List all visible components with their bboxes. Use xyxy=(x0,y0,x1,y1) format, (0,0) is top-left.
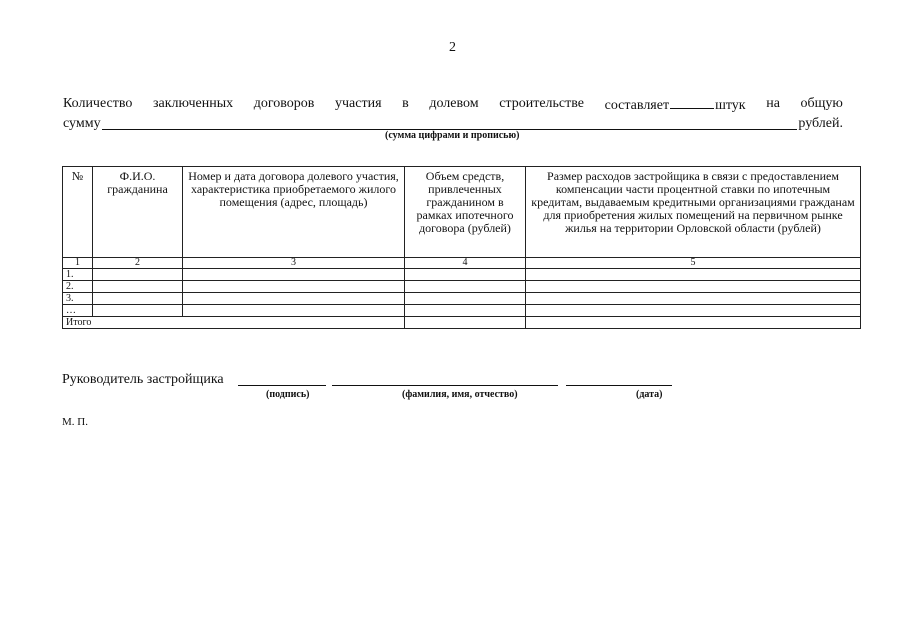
statement-word: штук xyxy=(715,98,746,113)
statement-word: долевом xyxy=(429,96,479,111)
table-row xyxy=(63,269,861,281)
signature-caption: (подпись) xyxy=(266,389,310,400)
row-number: 2. xyxy=(63,281,93,293)
signature-line[interactable] xyxy=(238,384,326,386)
row-number: … xyxy=(63,305,93,317)
table-cell[interactable] xyxy=(183,281,405,293)
table-cell[interactable] xyxy=(526,305,861,317)
contracts-count-statement xyxy=(63,95,843,133)
statement-word: заключенных xyxy=(153,96,234,111)
table-cell[interactable] xyxy=(183,269,405,281)
statement-word: договоров xyxy=(253,96,315,111)
column-number: 2 xyxy=(93,258,183,269)
sum-caption: (сумма цифрами и прописью) xyxy=(385,130,520,141)
column-number: 1 xyxy=(63,258,93,269)
row-number: 1. xyxy=(63,269,93,281)
total-row xyxy=(63,317,861,329)
table-cell[interactable] xyxy=(93,281,183,293)
statement-word: в xyxy=(402,96,409,111)
contracts-table xyxy=(62,166,861,329)
stamp-place: М. П. xyxy=(62,416,88,428)
date-line[interactable] xyxy=(566,384,672,386)
table-row xyxy=(63,281,861,293)
table-header-row xyxy=(63,167,861,258)
table-cell[interactable] xyxy=(526,281,861,293)
header-number: № xyxy=(63,167,93,258)
total-expenses-cell[interactable] xyxy=(526,317,861,329)
statement-word: участия xyxy=(334,96,382,111)
header-funds: Объем средств, привлеченных гражданином в рамках ипотечного договора (рублей) xyxy=(405,167,526,258)
statement-word: Количество xyxy=(63,96,133,111)
table-cell[interactable] xyxy=(93,305,183,317)
column-number: 3 xyxy=(183,258,405,269)
table-cell[interactable] xyxy=(526,269,861,281)
table-cell[interactable] xyxy=(93,293,183,305)
table-cell[interactable] xyxy=(183,305,405,317)
total-sum-blank[interactable] xyxy=(102,116,798,130)
page-number: 2 xyxy=(449,40,456,55)
statement-word: рублей. xyxy=(798,116,843,131)
table-cell[interactable] xyxy=(405,269,526,281)
header-contract: Номер и дата договора долевого участия, характеристика приобретаемого жилого помещения (адрес, площадь) xyxy=(183,167,405,258)
column-number: 5 xyxy=(526,258,861,269)
statement-word: составляет xyxy=(604,98,670,113)
total-funds-cell[interactable] xyxy=(405,317,526,329)
full-name-caption: (фамилия, имя, отчество) xyxy=(402,389,518,400)
statement-word: на xyxy=(766,96,780,111)
table-cell[interactable] xyxy=(93,269,183,281)
header-expenses: Размер расходов застройщика в связи с предоставлением компенсации части процентной ставки по ипотечным кредитам, выдаваемым кредитными организациями гражданам для приобретения жилых помещений на первичном рынке жилья на территории Орловской области (рублей) xyxy=(526,167,861,258)
total-label: Итого xyxy=(63,317,405,329)
statement-word: сумму xyxy=(63,116,101,131)
full-name-line[interactable] xyxy=(332,384,558,386)
statement-word: строительстве xyxy=(499,96,584,111)
table-cell[interactable] xyxy=(183,293,405,305)
table-cell[interactable] xyxy=(405,305,526,317)
signature-label: Руководитель застройщика xyxy=(62,372,224,387)
table-cell[interactable] xyxy=(405,293,526,305)
statement-word: общую xyxy=(800,96,843,111)
table-cell[interactable] xyxy=(526,293,861,305)
count-group xyxy=(605,95,746,115)
contracts-count-blank[interactable] xyxy=(670,95,714,109)
table-cell[interactable] xyxy=(405,281,526,293)
date-caption: (дата) xyxy=(636,389,663,400)
table-row xyxy=(63,293,861,305)
statement-line-1 xyxy=(63,95,843,115)
column-number: 4 xyxy=(405,258,526,269)
table-row xyxy=(63,305,861,317)
header-full-name: Ф.И.О. гражданина xyxy=(93,167,183,258)
row-number: 3. xyxy=(63,293,93,305)
column-number-row xyxy=(63,258,861,269)
